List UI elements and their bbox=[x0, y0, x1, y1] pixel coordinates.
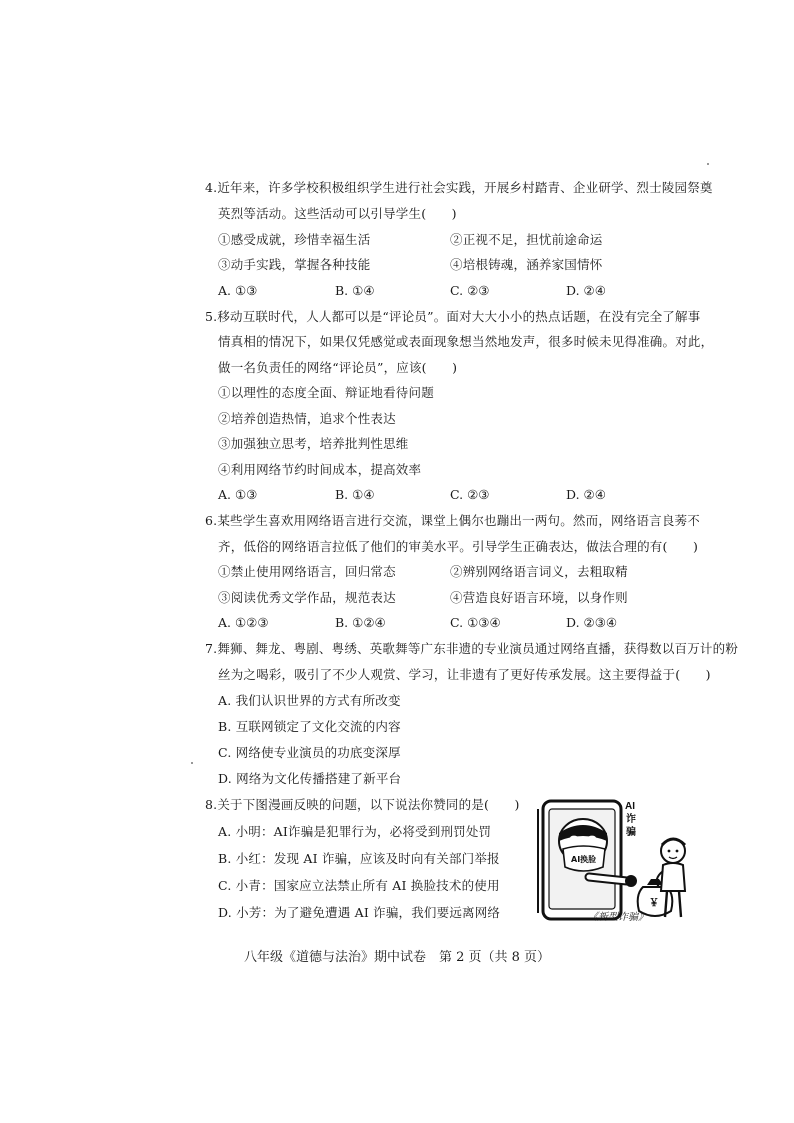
q6-stem-line-2: 齐，低俗的网络语言拉低了他们的审美水平。引导学生正确表达，做法合理的有( ) bbox=[218, 539, 699, 554]
sign-line-3: 骗 bbox=[626, 827, 636, 838]
q7-choice-a: A. 我们认识世界的方式有所改变 bbox=[218, 693, 401, 708]
q5-choice-c: C. ②③ bbox=[450, 487, 490, 502]
q4-choice-b: B. ①④ bbox=[335, 283, 375, 298]
q6-statement-1: ①禁止使用网络语言，回归常态 bbox=[218, 564, 396, 579]
q7-choice-d: D. 网络为文化传播搭建了新平台 bbox=[218, 771, 402, 786]
q4-stem-line-2: 英烈等活动。这些活动可以引导学生( ) bbox=[218, 206, 457, 221]
sign-line-1: AI bbox=[625, 801, 635, 812]
q6-statement-4: ④营造良好语言环境，以身作则 bbox=[450, 590, 628, 605]
q4-statement-1: ①感受成就，珍惜幸福生活 bbox=[218, 232, 371, 247]
q4-statement-2: ②正视不足，担忧前途命运 bbox=[450, 232, 603, 247]
q6-statement-2: ②辨别网络语言词义，去粗取精 bbox=[450, 564, 628, 579]
q6-statement-3: ③阅读优秀文学作品，规范表达 bbox=[218, 590, 396, 605]
q6-choice-a: A. ①②③ bbox=[218, 615, 269, 630]
q5-statement-3: ③加强独立思考，培养批判性思维 bbox=[218, 436, 409, 451]
cartoon-caption: 《新型诈骗》 bbox=[588, 912, 648, 923]
q8-stem-line-1: 8.关于下图漫画反映的问题，以下说法你赞同的是( ) bbox=[205, 797, 520, 812]
q4-choice-a: A. ①③ bbox=[218, 283, 258, 298]
victim-body bbox=[661, 863, 685, 891]
q8-choice-c: C. 小青：国家应立法禁止所有 AI 换脸技术的使用 bbox=[218, 878, 500, 893]
q8-choice-b: B. 小红：发现 AI 诈骗，应该及时向有关部门举报 bbox=[218, 851, 500, 866]
q5-choice-a: A. ①③ bbox=[218, 487, 258, 502]
q5-statement-1: ①以理性的态度全面、辩证地看待问题 bbox=[218, 385, 434, 400]
q5-stem-line-1: 5.移动互联时代，人人都可以是“评论员”。面对大大小小的热点话题，在没有完全了解事 bbox=[205, 309, 701, 324]
q6-stem-line-1: 6.某些学生喜欢用网络语言进行交流，课堂上偶尔也蹦出一两句。然而，网络语言良莠不 bbox=[205, 513, 700, 528]
q4-statement-4: ④培根铸魂，涵养家国情怀 bbox=[450, 257, 603, 272]
q5-choice-d: D. ②④ bbox=[566, 487, 606, 502]
q4-statement-3: ③动手实践，掌握各种技能 bbox=[218, 257, 371, 272]
q8-choice-d: D. 小芳：为了避免遭遇 AI 诈骗，我们要远离网络 bbox=[218, 905, 501, 920]
scan-speck bbox=[191, 762, 193, 764]
q7-stem-line-2: 丝为之喝彩，吸引了不少人观赏、学习，让非遗有了更好传承发展。这主要得益于( ) bbox=[218, 667, 711, 682]
q4-choice-d: D. ②④ bbox=[566, 283, 606, 298]
q5-stem-line-2: 情真相的情况下，如果仅凭感觉或表面现象想当然地发声，很多时候未见得准确。对此， bbox=[218, 334, 714, 349]
q5-stem-line-3: 做一名负责任的网络“评论员”，应该( ) bbox=[218, 360, 458, 375]
page-footer: 八年级《道德与法治》期中试卷 第 2 页（共 8 页） bbox=[243, 950, 551, 965]
q8-choice-a: A. 小明：AI诈骗是犯罪行为，必将受到刑罚处罚 bbox=[218, 824, 492, 839]
scan-speck bbox=[707, 163, 709, 165]
q4-stem-line-1: 4.近年来，许多学校积极组织学生进行社会实践，开展乡村踏青、企业研学、烈士陵园祭奠 bbox=[205, 180, 713, 195]
q5-choice-b: B. ①④ bbox=[335, 487, 375, 502]
q6-choice-b: B. ①②④ bbox=[335, 615, 386, 630]
sign-line-2: 诈 bbox=[626, 814, 636, 825]
q6-choice-c: C. ①③④ bbox=[450, 615, 501, 630]
q4-choice-c: C. ②③ bbox=[450, 283, 490, 298]
q7-choice-c: C. 网络使专业演员的功底变深厚 bbox=[218, 745, 401, 760]
bag-label: ￥ bbox=[649, 898, 659, 909]
thief-hand bbox=[625, 875, 637, 887]
q7-stem-line-1: 7.舞狮、舞龙、粤剧、粤绣、英歌舞等广东非遗的专业演员通过网络直播，获得数以百万计的粉 bbox=[205, 641, 739, 656]
q5-statement-4: ④利用网络节约时间成本，提高效率 bbox=[218, 462, 422, 477]
q5-statement-2: ②培养创造热情，追求个性表达 bbox=[218, 411, 396, 426]
q6-choice-d: D. ②③④ bbox=[566, 615, 618, 630]
q7-choice-b: B. 互联网锁定了文化交流的内容 bbox=[218, 719, 401, 734]
mask-label: AI换脸 bbox=[571, 855, 597, 864]
